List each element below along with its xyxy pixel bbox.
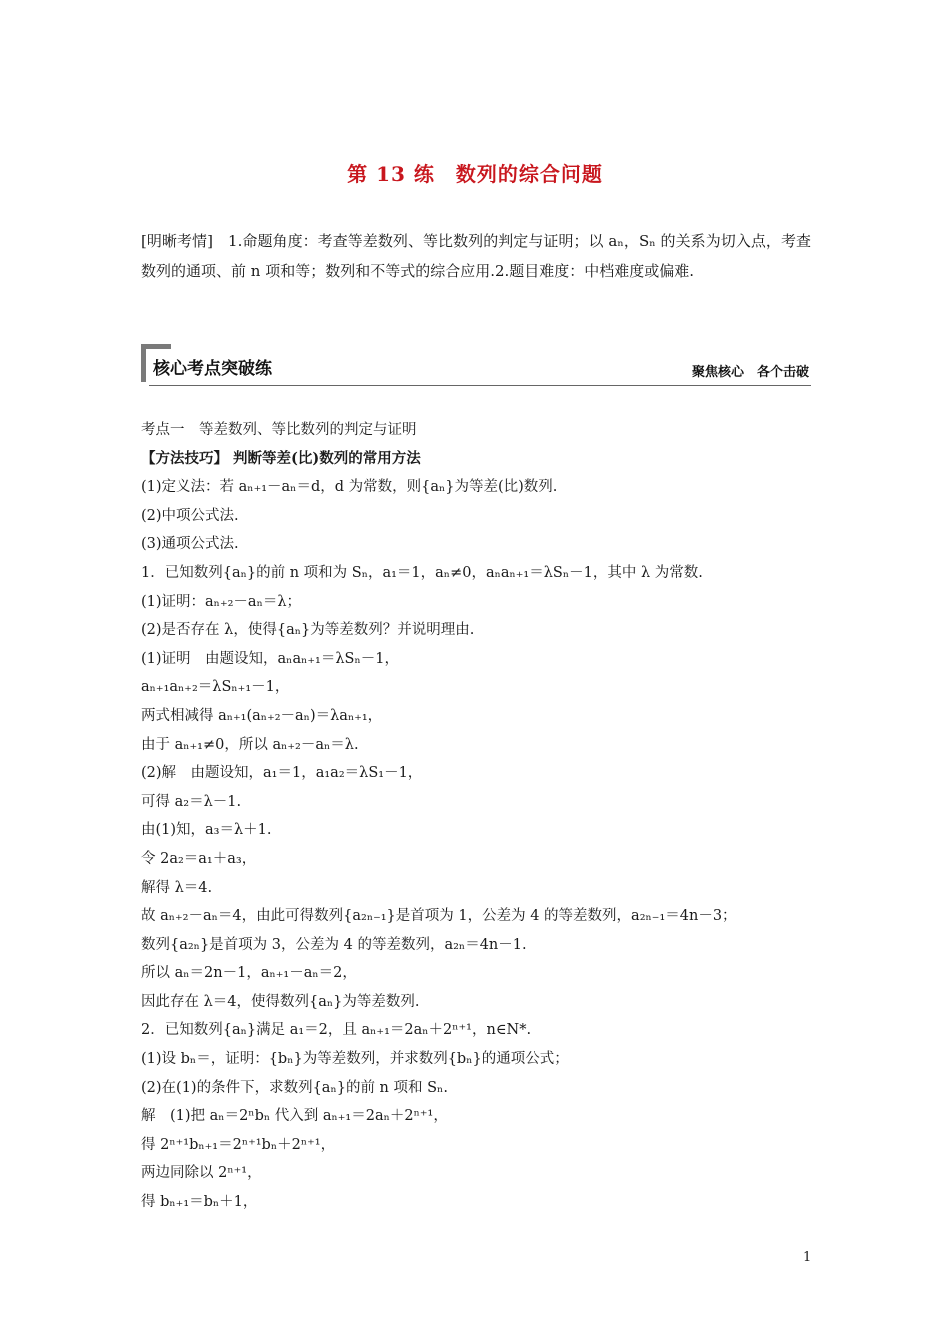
text-line: 2．已知数列{aₙ}满足 a₁＝2，且 aₙ₊₁＝2aₙ＋2ⁿ⁺¹，n∈N*. — [141, 1022, 532, 1039]
text-line: (1)定义法：若 aₙ₊₁－aₙ＝d，d 为常数，则{aₙ}为等差(比)数列. — [141, 479, 558, 496]
text-line: 得 bₙ₊₁＝bₙ＋1， — [141, 1194, 258, 1211]
corner-bracket-horizontal — [141, 344, 171, 349]
text-line: (1)证明 由题设知，aₙaₙ₊₁＝λSₙ－1， — [141, 650, 399, 667]
text-line: (2)解 由题设知，a₁＝1，a₁a₂＝λS₁－1， — [141, 765, 423, 782]
text-line: 数列{a₂ₙ}是首项为 3，公差为 4 的等差数列，a₂ₙ＝4n－1. — [141, 936, 527, 953]
text-line: 由于 aₙ₊₁≠0，所以 aₙ₊₂－aₙ＝λ. — [141, 736, 359, 753]
text-line: 解得 λ＝4. — [141, 879, 213, 896]
text-line: (3)通项公式法. — [141, 536, 239, 553]
text-line: 故 aₙ₊₂－aₙ＝4，由此可得数列{a₂ₙ₋₁}是首项为 1，公差为 4 的等差数列，a₂ₙ₋₁＝4n－3； — [141, 908, 737, 925]
section-divider — [149, 385, 811, 387]
section-header — [141, 344, 811, 386]
text-line: 考点一 等差数列、等比数列的判定与证明 — [141, 422, 417, 438]
text-line: 由(1)知，a₃＝λ＋1. — [141, 822, 272, 839]
text-line: (1)设 bₙ＝，证明：{bₙ}为等差数列，并求数列{bₙ}的通项公式； — [141, 1051, 569, 1068]
corner-bracket-vertical — [141, 344, 146, 382]
text-line: (1)证明：aₙ₊₂－aₙ＝λ； — [141, 593, 302, 610]
page-number: 1 — [803, 1250, 812, 1265]
text-line: 解 (1)把 aₙ＝2ⁿbₙ 代入到 aₙ₊₁＝2aₙ＋2ⁿ⁺¹， — [141, 1108, 448, 1125]
text-line: aₙ₊₁aₙ₊₂＝λSₙ₊₁－1， — [141, 679, 290, 696]
text-line: 因此存在 λ＝4，使得数列{aₙ}为等差数列. — [141, 993, 420, 1010]
section-title: 核心考点突破练 — [153, 359, 272, 379]
text-line: 所以 aₙ＝2n－1，aₙ₊₁－aₙ＝2， — [141, 965, 357, 982]
page-title: 第 13 练 数列的综合问题 — [347, 162, 603, 186]
text-line: 令 2a₂＝a₁＋a₃， — [141, 850, 257, 867]
text-line: 可得 a₂＝λ－1. — [141, 793, 242, 810]
text-line: 【方法技巧】 判断等差(比)数列的常用方法 — [141, 449, 421, 467]
text-line: (2)在(1)的条件下，求数列{aₙ}的前 n 项和 Sₙ. — [141, 1079, 448, 1096]
content-body — [141, 416, 821, 1217]
text-line: 两边同除以 2ⁿ⁺¹， — [141, 1165, 262, 1182]
text-line: 两式相减得 aₙ₊₁(aₙ₊₂－aₙ)＝λaₙ₊₁， — [141, 707, 383, 724]
section-subtitle: 聚焦核心 各个击破 — [691, 365, 809, 380]
text-line: 得 2ⁿ⁺¹bₙ₊₁＝2ⁿ⁺¹bₙ＋2ⁿ⁺¹， — [141, 1136, 336, 1153]
text-line: (2)是否存在 λ，使得{aₙ}为等差数列？并说明理由. — [141, 622, 475, 639]
intro-paragraph: [明晰考情] 1.命题角度：考查等差数列、等比数列的判定与证明；以 aₙ，Sₙ 的关系为切入点，考查数列的通项、前 n 项和等；数列和不等式的综合应用.2.题目难度：中档难度或偏难. — [141, 232, 811, 280]
text-line: 1．已知数列{aₙ}的前 n 项和为 Sₙ，a₁＝1，aₙ≠0，aₙaₙ₊₁＝λSₙ－1，其中 λ 为常数. — [141, 564, 703, 581]
text-line: (2)中项公式法. — [141, 507, 239, 524]
